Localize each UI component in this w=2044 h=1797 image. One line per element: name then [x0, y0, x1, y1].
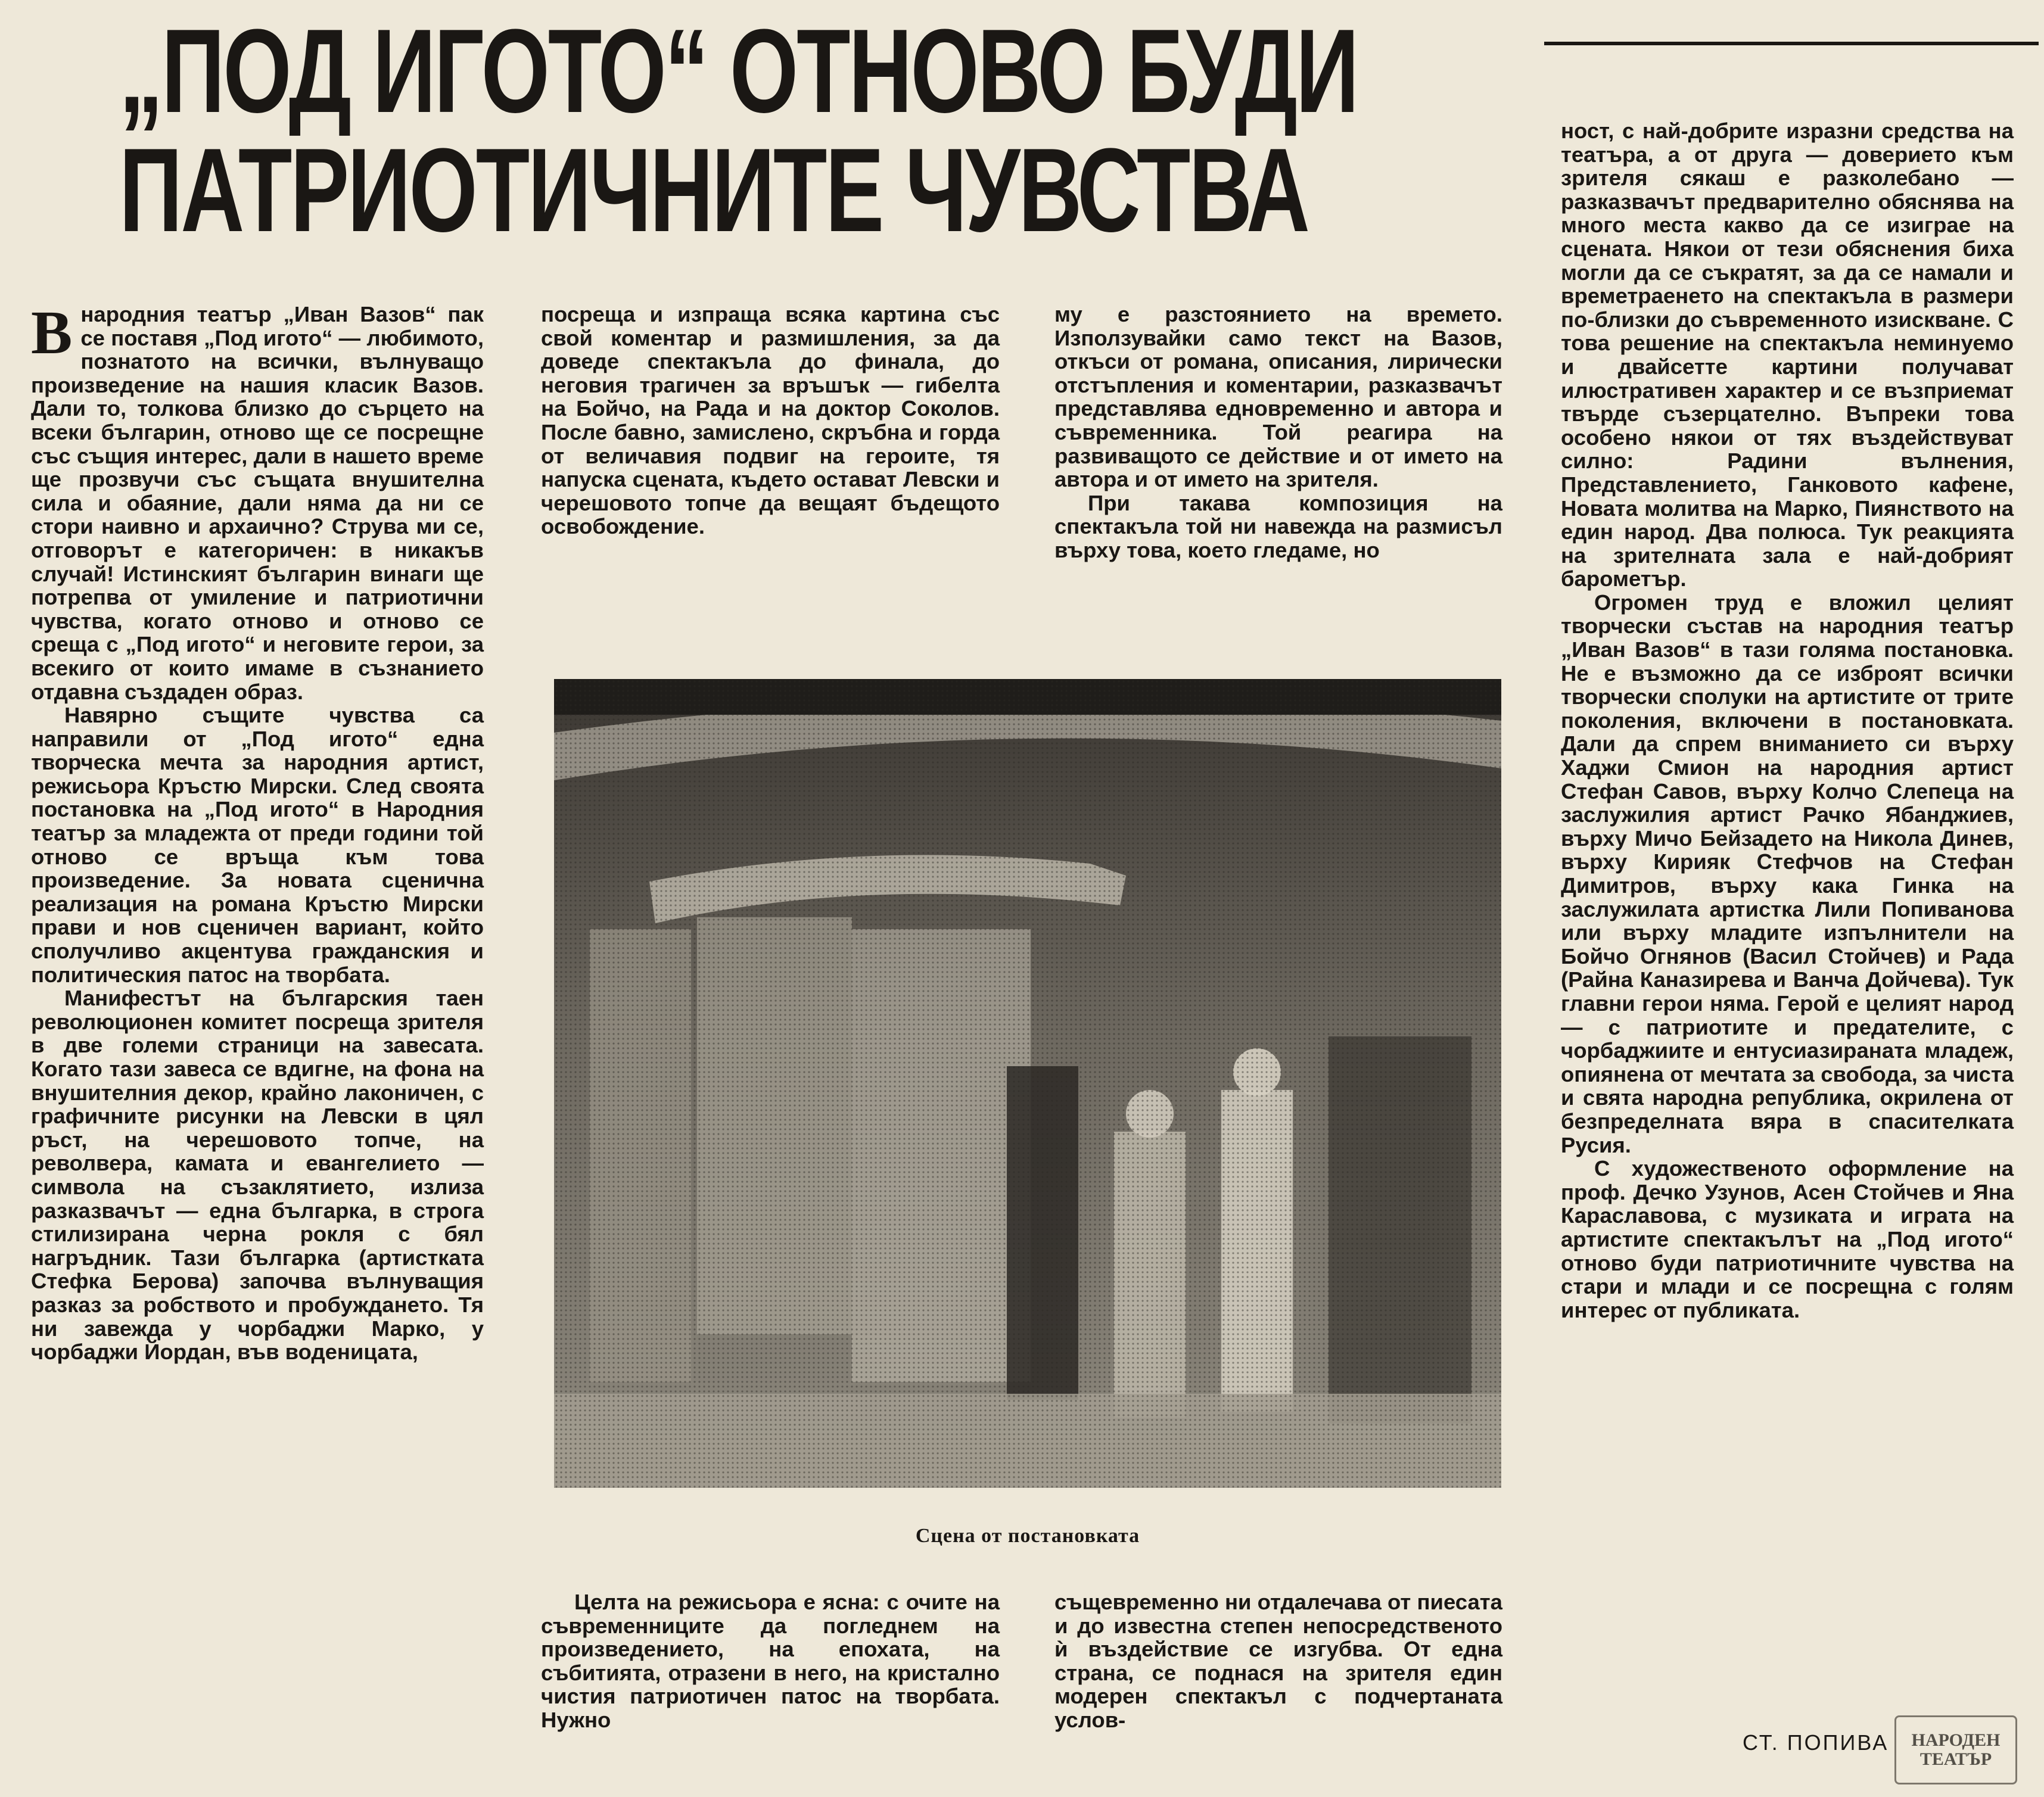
paragraph-text: народния театър „Иван Вазов“ пак се поставя „Под игото“ — любимото, познатото на всички, вълнуващо произведение на нашия класик Вазов. Дали то, толкова близко до сърцето на всеки българин, отново ще се посрещне със същия интерес, дали в нашето време ще прозвучи със същата внушителна сила и обаяние, дали няма да ни се стори наивно и архаично? Струва ми се, отговорът е категоричен: в никакъв случай! Истинският българин винаги ще потрепва от умиление и патриотични чувства, когато отново и отново се среща с „Под игото“ и неговите герои, за всекиго от които имаме в съзнанието отдавна създаден образ. [31, 302, 484, 704]
paragraph: му е разстоянието на времето. Използувайки само текст на Вазов, откъси от романа, описания, лирически отстъпления и коментарии, разказвачът представлява едновременно и автора и съвременника. Той реагира на развиващото се действие и от името на автора и от името на зрителя. [1054, 302, 1502, 492]
headline [119, 5, 1358, 257]
paragraph: същевременно ни отдалечава от пиесата и до известна степен непосредственото ѝ въздействие се изгубва. От една страна, се поднася на зрителя един модерен спектакъл с подчертаната услов- [1054, 1590, 1502, 1732]
article-column-4 [1561, 119, 2014, 1322]
stage-photo-image [554, 679, 1501, 1488]
stamp-text: НАРОДЕН ТЕАТЪР [1911, 1730, 2001, 1769]
theatre-stamp [1894, 1715, 2017, 1784]
drop-cap: В [31, 298, 73, 367]
headline-line-1: „ПОД ИГОТО“ ОТНОВО БУДИ [119, 5, 1358, 138]
paragraph: При такава композиция на спектакъла той ни навежда на размисъл върху това, което гледаме, но [1054, 490, 1502, 562]
paragraph: С художественото оформление на проф. Дечко Узунов, Асен Стойчев и Яна Караславова, с музиката и играта на артистите спектакълът на „Под игото“ отново буди патриотичните чувства на стари и млади и се посрещна с голям интерес от публиката. [1561, 1156, 2014, 1322]
article-column-1 [31, 298, 484, 1365]
paragraph: посреща и изпраща всяка картина със свой коментар и размишления, за да доведе спектакъла до финала, до неговия трагичен за връшък — гибелта на Бойчо, на Рада и на доктор Соколов. После бавно, замислено, скръбна и горда от величавия подвиг на героите, тя напуска сцената, където остават Левски и черешовото топче да вещаят бъдещото освобождение. [541, 302, 1000, 539]
article-column-2-continued [541, 1590, 1000, 1732]
article-column-3-continued [1054, 1590, 1502, 1732]
article-column-2 [541, 303, 1000, 538]
author-signature: СТ. ПОПИВА [1743, 1730, 1889, 1755]
paragraph: Манифестът на българския таен революционен комитет посреща зрителя в две големи страници на завесата. Когато тази завеса се вдигне, на фона на внушителния декор, крайно лаконичен, с графичните рисунки на Левски в цял ръст, на черешовото топче, на револвера, камата и евангелието — символа на съзаклятието, излиза разказвачът — една българка, в строга стилизирана черна рокля с бял нагръдник. Тази българка (артистката Стефка Берова) започва вълнуващия разказ за робството и пробуждането. Тя ни завежда у чорбаджи Марко, у чорбаджи Йордан, във воденицата, [31, 986, 484, 1365]
paragraph: ност, с най-добрите изразни средства на театъра, а от друга — доверието към зрителя сякаш е разколебано — разказвачът предварително обяснява на много места какво да се изиграе на сцената. Някои от тези обяснения биха могли да се съкратят, за да се намали и времетраенето на спектакъла в размери по-близки до съвременното изискване. С това решение на спектакъла неминуемо и двайсетте картини получават илюстративен характер и се възприемат твърде съзерцателно. Въпреки това особено някои от тях въздействуват силно: Радини вълнения, Представлението, Ганковото кафене, Новата молитва на Марко, Пиянството на един народ. Два полюса. Тук реакцията на зрителната зала е най-добрият барометър. [1561, 119, 2014, 591]
headline-line-2: ПАТРИОТИЧНИТЕ ЧУВСТВА [119, 124, 1308, 257]
paragraph: Навярно същите чувства са направили от „Под игото“ една творческа мечта за народния артист, режисьора Кръстю Мирски. След своята постановка на „Под игото“ в Народния театър за младежта от преди години той отново се връща към това произведение. За новата сценична реализация на романа Кръстю Мирски прави и нов сценичен вариант, който сполучливо акцентува гражданския и политическия патос на творбата. [31, 703, 484, 987]
stage-photo [554, 679, 1501, 1488]
paragraph: Целта на режисьора е ясна: с очите на съвременниците да погледнем на произведението, на епохата, на събитията, отразени в него, на кристално чистия патриотичен патос на творбата. Нужно [541, 1590, 1000, 1732]
photo-caption: Сцена от постановката [915, 1525, 1140, 1547]
article-column-3 [1054, 303, 1502, 562]
column-rule [1544, 42, 2039, 45]
paragraph: Огромен труд е вложил целият творчески състав на народния театър „Иван Вазов“ в тази голяма постановка. Не е възможно да се изброят всички творчески сполуки на артистите от трите поколения, включени в постановката. Дали да спрем вниманието си върху Хаджи Смион на народния артист Стефан Савов, върху Колчо Слепеца на заслужилия артист Рачко Ябанджиев, върху Мичо Бейзадето на Никола Динев, върху Кирияк Стефчов на Стефан Димитров, върху кака Гинка на заслужилата артистка Лили Попиванова или върху младите изпълнители на Бойчо Огнянов (Васил Стойчев) и Рада (Райна Каназирева и Ванча Дойчева). Тук главни герои няма. Герой е целият народ — с патриотите и предателите, с чорбаджиите и ентусиазираната младеж, опиянена от мечтата за свобода, за чиста и свята народна република, окрилена от безпределната вяра в спасителката Русия. [1561, 590, 2014, 1157]
paragraph [31, 298, 484, 704]
